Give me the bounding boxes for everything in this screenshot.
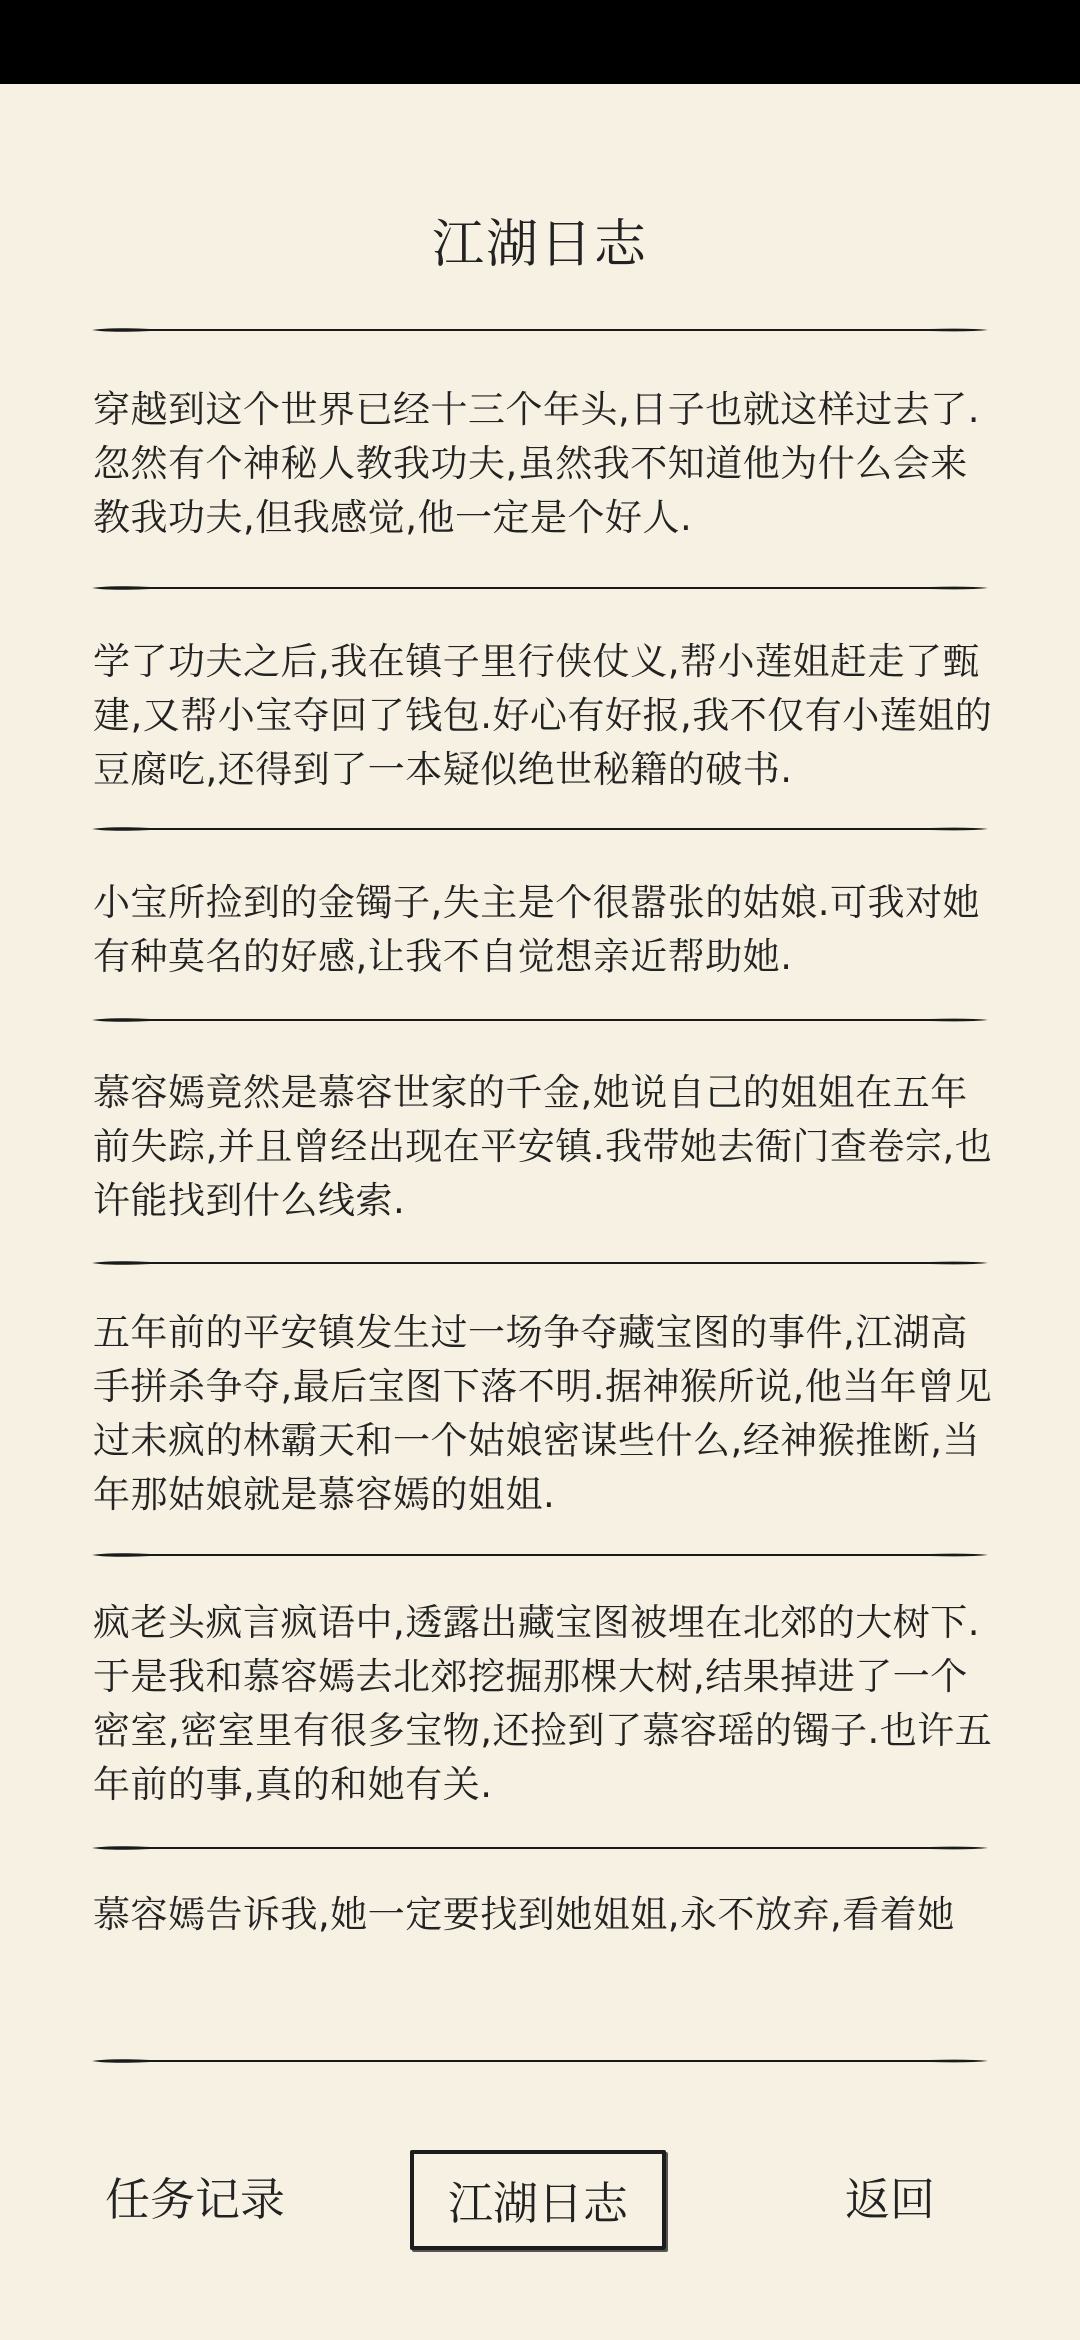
quest-log-button[interactable]: 任务记录 — [104, 2173, 285, 2226]
journal-entry-5: 五年前的平安镇发生过一场争夺藏宝图的事件,江湖高手拼杀争夺,最后宝图下落不明.据神猴所说,他当年曾见过未疯的林霸天和一个姑娘密谋些什么,经神猴推断,当年那姑娘就是慕容嫣的姐姐. — [93, 1311, 993, 1516]
brush-divider — [90, 1550, 990, 1560]
journal-entry-1: 穿越到这个世界已经十三个年头,日子也就这样过去了.忽然有个神秘人教我功夫,虽然我不知道他为什么会来教我功夫,但我感觉,他一定是个好人. — [93, 388, 981, 539]
journal-entry-7: 慕容嫣告诉我,她一定要找到她姐姐,永不放弃,看着她 — [93, 1893, 955, 1936]
journal-entry-4: 慕容嫣竟然是慕容世家的千金,她说自己的姐姐在五年前失踪,并且曾经出现在平安镇.我带她去衙门查卷宗,也许能找到什么线索. — [93, 1071, 993, 1222]
brush-divider — [90, 583, 990, 593]
brush-divider — [90, 1258, 990, 1268]
brush-divider — [90, 1843, 990, 1853]
journal-entry-3: 小宝所捡到的金镯子,失主是个很嚣张的姑娘.可我对她有种莫名的好感,让我不自觉想亲近帮助她. — [93, 881, 981, 978]
brush-divider — [90, 2056, 990, 2066]
journal-entry-6: 疯老头疯言疯语中,透露出藏宝图被埋在北郊的大树下.于是我和慕容嫣去北郊挖掘那棵大树,结果掉进了一个密室,密室里有很多宝物,还捡到了慕容瑶的镯子.也许五年前的事,真的和她有关. — [93, 1601, 993, 1806]
brush-divider — [90, 1015, 990, 1025]
page-title: 江湖日志 — [431, 215, 648, 275]
status-bar — [0, 0, 1080, 84]
bottom-nav — [0, 2150, 1080, 2260]
journal-entry-2: 学了功夫之后,我在镇子里行侠仗义,帮小莲姐赶走了甄建,又帮小宝夺回了钱包.好心有好报,我不仅有小莲姐的豆腐吃,还得到了一本疑似绝世秘籍的破书. — [93, 640, 993, 791]
journal-button[interactable]: 江湖日志 — [410, 2150, 666, 2250]
back-button[interactable]: 返回 — [844, 2173, 935, 2226]
brush-divider — [90, 325, 990, 335]
brush-divider — [90, 824, 990, 834]
